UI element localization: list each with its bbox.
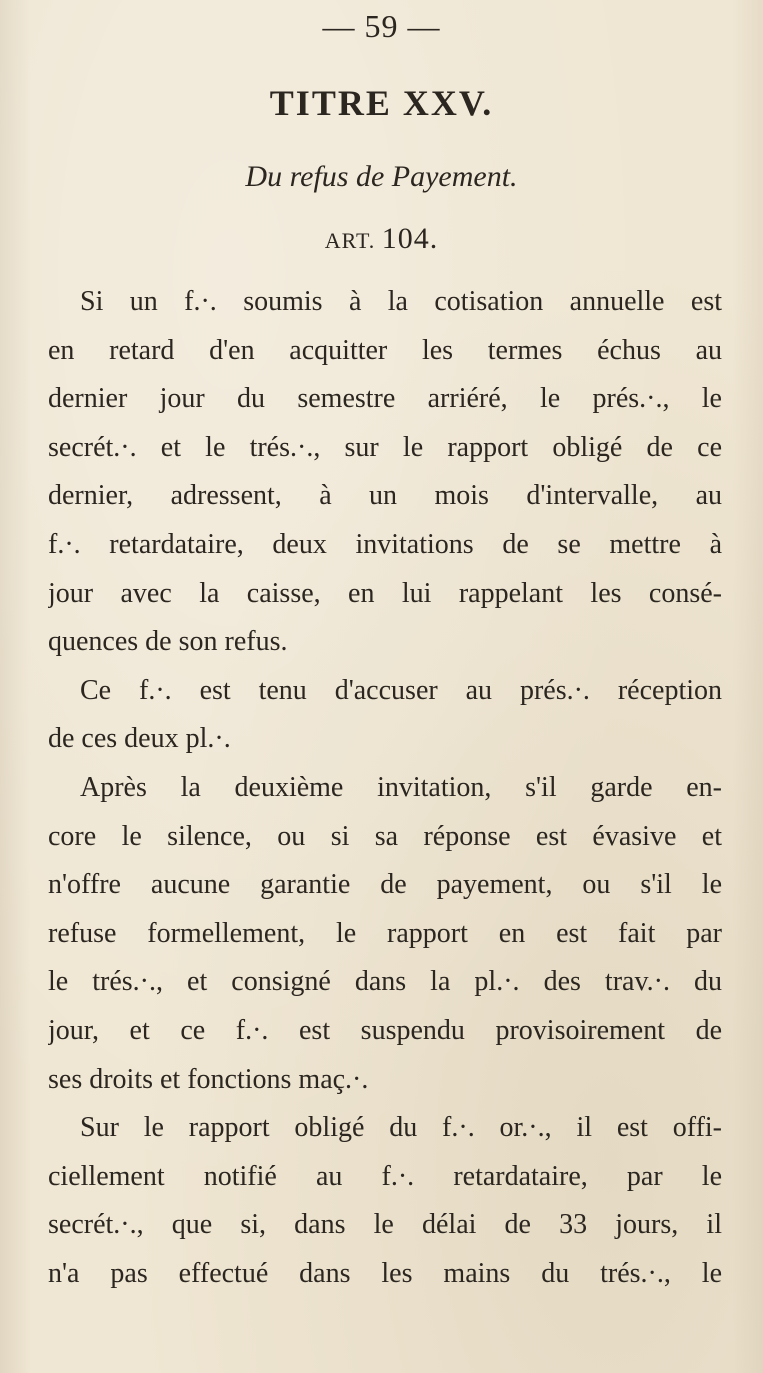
text-line: secrét.·., que si, dans le délai de 33 jours, il [48,1209,722,1241]
text-line: le trés.·., et consigné dans la pl.·. des trav.·. du [48,966,722,998]
text-line: quences de son refus. [48,626,288,658]
text-line: Ce f.·. est tenu d'accuser au prés.·. réception [80,674,722,706]
text-line: ciellement notifié au f.·. retardataire, par le [48,1160,722,1192]
article-heading [0,222,763,256]
text-line: n'a pas effectué dans les mains du trés.·., le [48,1257,722,1289]
chapter-subtitle: Du refus de Payement. [245,160,518,193]
page-number: — 59 — [322,8,441,44]
text-line: secrét.·. et le trés.·., sur le rapport obligé de ce [48,431,722,463]
text-line: refuse formellement, le rapport en est fait par [48,917,722,949]
chapter-title: TITRE XXV. [269,83,494,123]
text-line: en retard d'en acquitter les termes échus au [48,334,722,366]
text-line: dernier jour du semestre arriéré, le prés.·., le [48,383,722,415]
text-line: de ces deux pl.·. [48,723,231,755]
text-line: Après la deuxième invitation, s'il garde en- [80,771,722,803]
text-line: Si un f.·. soumis à la cotisation annuelle est [80,286,722,317]
article-label: ART. [324,228,376,253]
text-line: jour, et ce f.·. est suspendu provisoirement de [48,1014,722,1046]
text-line: dernier, adressent, à un mois d'intervalle, au [48,480,722,512]
text-line: f.·. retardataire, deux invitations de se mettre à [48,528,722,560]
text-line: jour avec la caisse, en lui rappelant les consé- [48,577,722,609]
text-line: core le silence, ou si sa réponse est évasive et [48,820,722,852]
article-number: 104. [381,222,439,255]
body-text [48,278,722,1298]
text-line: ses droits et fonctions maç.·. [48,1063,369,1095]
text-line: n'offre aucune garantie de payement, ou s'il le [48,869,722,901]
text-line: Sur le rapport obligé du f.·. or.·., il est offi- [80,1112,722,1144]
